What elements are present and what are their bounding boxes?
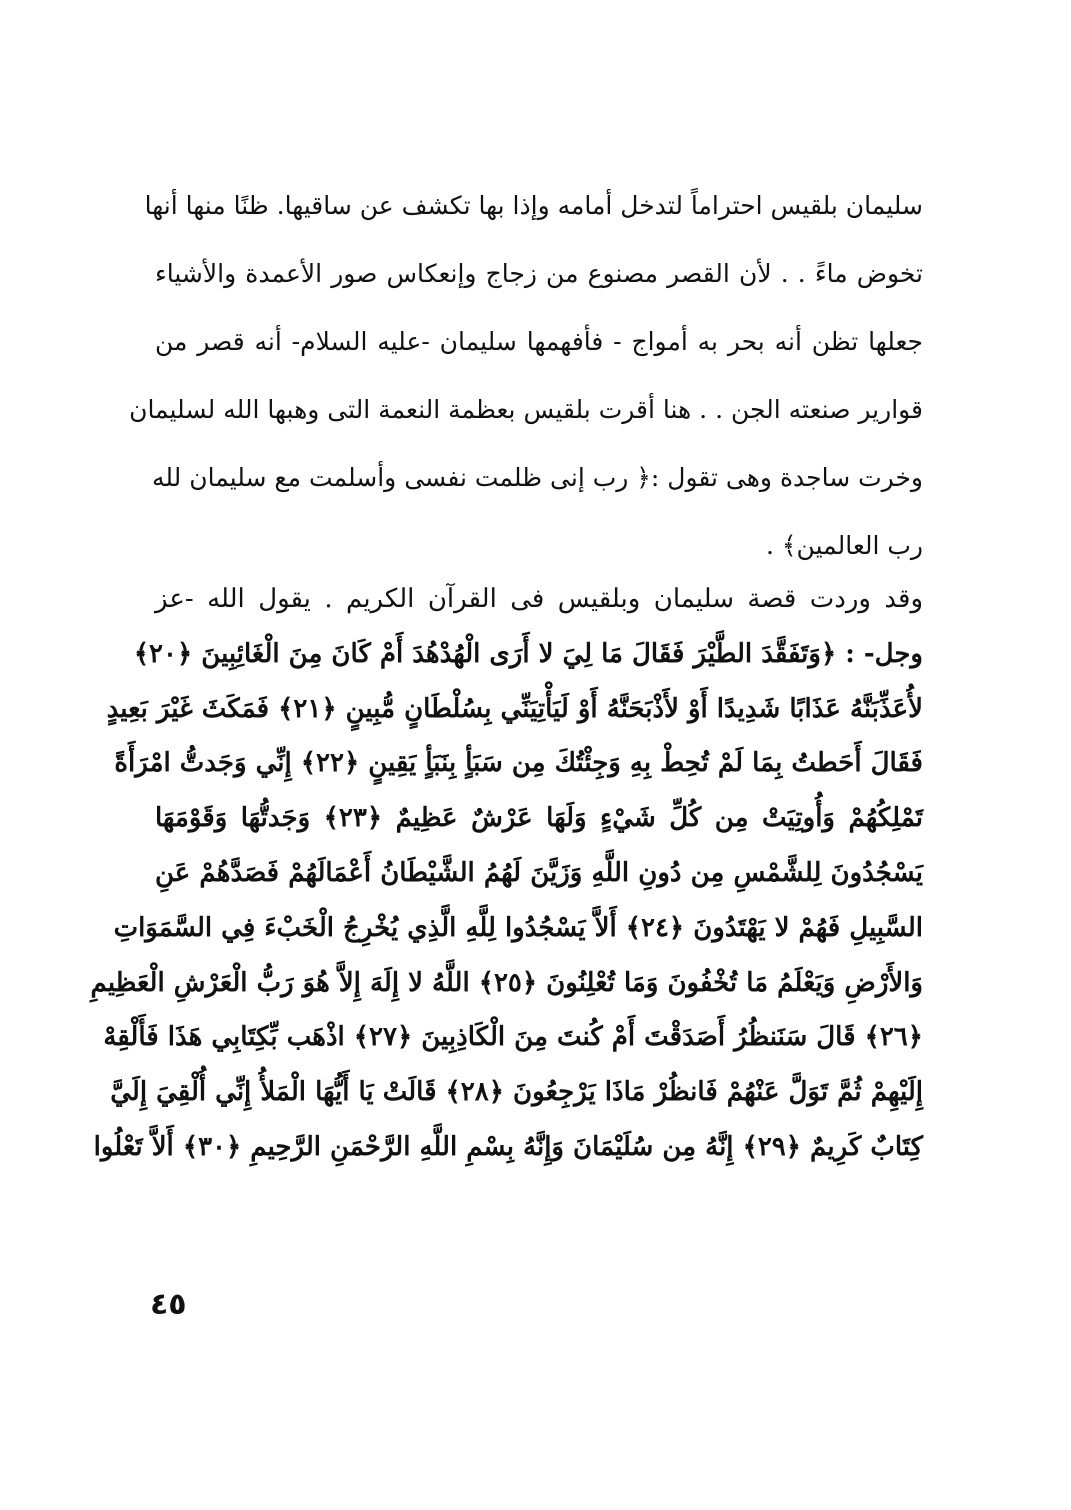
paragraph-line: تخوض ماءً . . لأن القصر مصنوع من زجاج وإنعكاس صور الأعمدة والأشياء (155, 259, 923, 288)
page-number: ٤٥ (150, 1287, 187, 1322)
quran-verse-line: السَّبِيلِ فَهُمْ لا يَهْتَدُونَ ﴿٢٤﴾ أَلاَّ يَسْجُدُوا لِلَّهِ الَّذِي يُخْرِجُ الْخَبْءَ فِي السَّمَوَاتِ (113, 912, 923, 943)
paragraph-line: جعلها تظن أنه بحر به أمواج - فأفهمها سليمان -عليه السلام- أنه قصر من (155, 327, 924, 356)
quran-verse-line: وَالأَرْضِ وَيَعْلَمُ مَا تُخْفُونَ وَمَا تُعْلِنُونَ ﴿٢٥﴾ اللَّهُ لا إِلَهَ إِلاَّ هُوَ رَبُّ الْعَرْشِ الْعَظِيمِ (90, 967, 923, 998)
quran-verse-line: تَمْلِكُهُمْ وَأُوتِيَتْ مِن كُلِّ شَيْءٍ وَلَهَا عَرْشٌ عَظِيمٌ ﴿٢٣﴾ وَجَدتُّهَا وَقَوْمَهَا (155, 803, 923, 834)
quran-verse-line: وجل- : ﴿وَتَفَقَّدَ الطَّيْرَ فَقَالَ مَا لِيَ لا أَرَى الْهُدْهُدَ أَمْ كَانَ مِنَ الْغَائِبِينَ ﴿٢٠﴾ (133, 638, 923, 669)
quran-verse-line: فَقَالَ أَحَطتُ بِمَا لَمْ تُحِطْ بِهِ وَجِئْتُكَ مِن سَبَأٍ بِنَبَأٍ يَقِينٍ ﴿٢٢﴾ إِنِّي وَجَدتُّ امْرَأَةً (114, 748, 923, 779)
paragraph-quran-quote (90, 572, 923, 1175)
quran-verse-line: لأُعَذِّبَنَّهُ عَذَابًا شَدِيدًا أَوْ لأَذْبَحَنَّهُ أَوْ لَيَأْتِيَنِّي بِسُلْطَانٍ مُّبِينٍ ﴿٢١﴾ فَمَكَثَ غَيْرَ بَعِيدٍ (106, 693, 923, 724)
quran-verse-line: كِتَابٌ كَرِيمٌ ﴿٢٩﴾ إِنَّهُ مِن سُلَيْمَانَ وَإِنَّهُ بِسْمِ اللَّهِ الرَّحْمَنِ الرَّحِيمِ ﴿٣٠﴾ أَلاَّ تَعْلُوا (93, 1131, 923, 1162)
paragraph-line: وقد وردت قصة سليمان وبلقيس فى القرآن الكريم . يقول الله -عز (155, 584, 923, 614)
quran-verse-line: إِلَيْهِمْ ثُمَّ تَوَلَّ عَنْهُمْ فَانظُرْ مَاذَا يَرْجِعُونَ ﴿٢٨﴾ قَالَتْ يَا أَيُّهَا الْمَلأُ إِنِّي أُلْقِيَ إِلَيَّ (110, 1077, 923, 1108)
quran-verse-line: يَسْجُدُونَ لِلشَّمْسِ مِن دُونِ اللَّهِ وَزَيَّنَ لَهُمُ الشَّيْطَانُ أَعْمَالَهُمْ فَصَدَّهُمْ عَنِ (155, 857, 923, 888)
paragraph-line: سليمان بلقيس احتراماً لتدخل أمامه وإذا بها تكشف عن ساقيها. ظنًا منها أنها (144, 191, 923, 220)
paragraph-line: قوارير صنعته الجن . . هنا أقرت بلقيس بعظمة النعمة التى وهبها الله لسليمان (129, 395, 923, 424)
paragraph-line: رب العالمين﴾ . (766, 531, 923, 560)
quran-verse-line: ﴿٢٦﴾ قَالَ سَنَنظُرُ أَصَدَقْتَ أَمْ كُنتَ مِنَ الْكَاذِبِينَ ﴿٢٧﴾ اذْهَب بِّكِتَابِي هَذَا فَأَلْقِهْ (103, 1022, 923, 1053)
paragraph-narrative (129, 172, 924, 580)
paragraph-line: وخرت ساجدة وهى تقول :﴿ رب إنى ظلمت نفسى وأسلمت مع سليمان لله (151, 463, 923, 492)
